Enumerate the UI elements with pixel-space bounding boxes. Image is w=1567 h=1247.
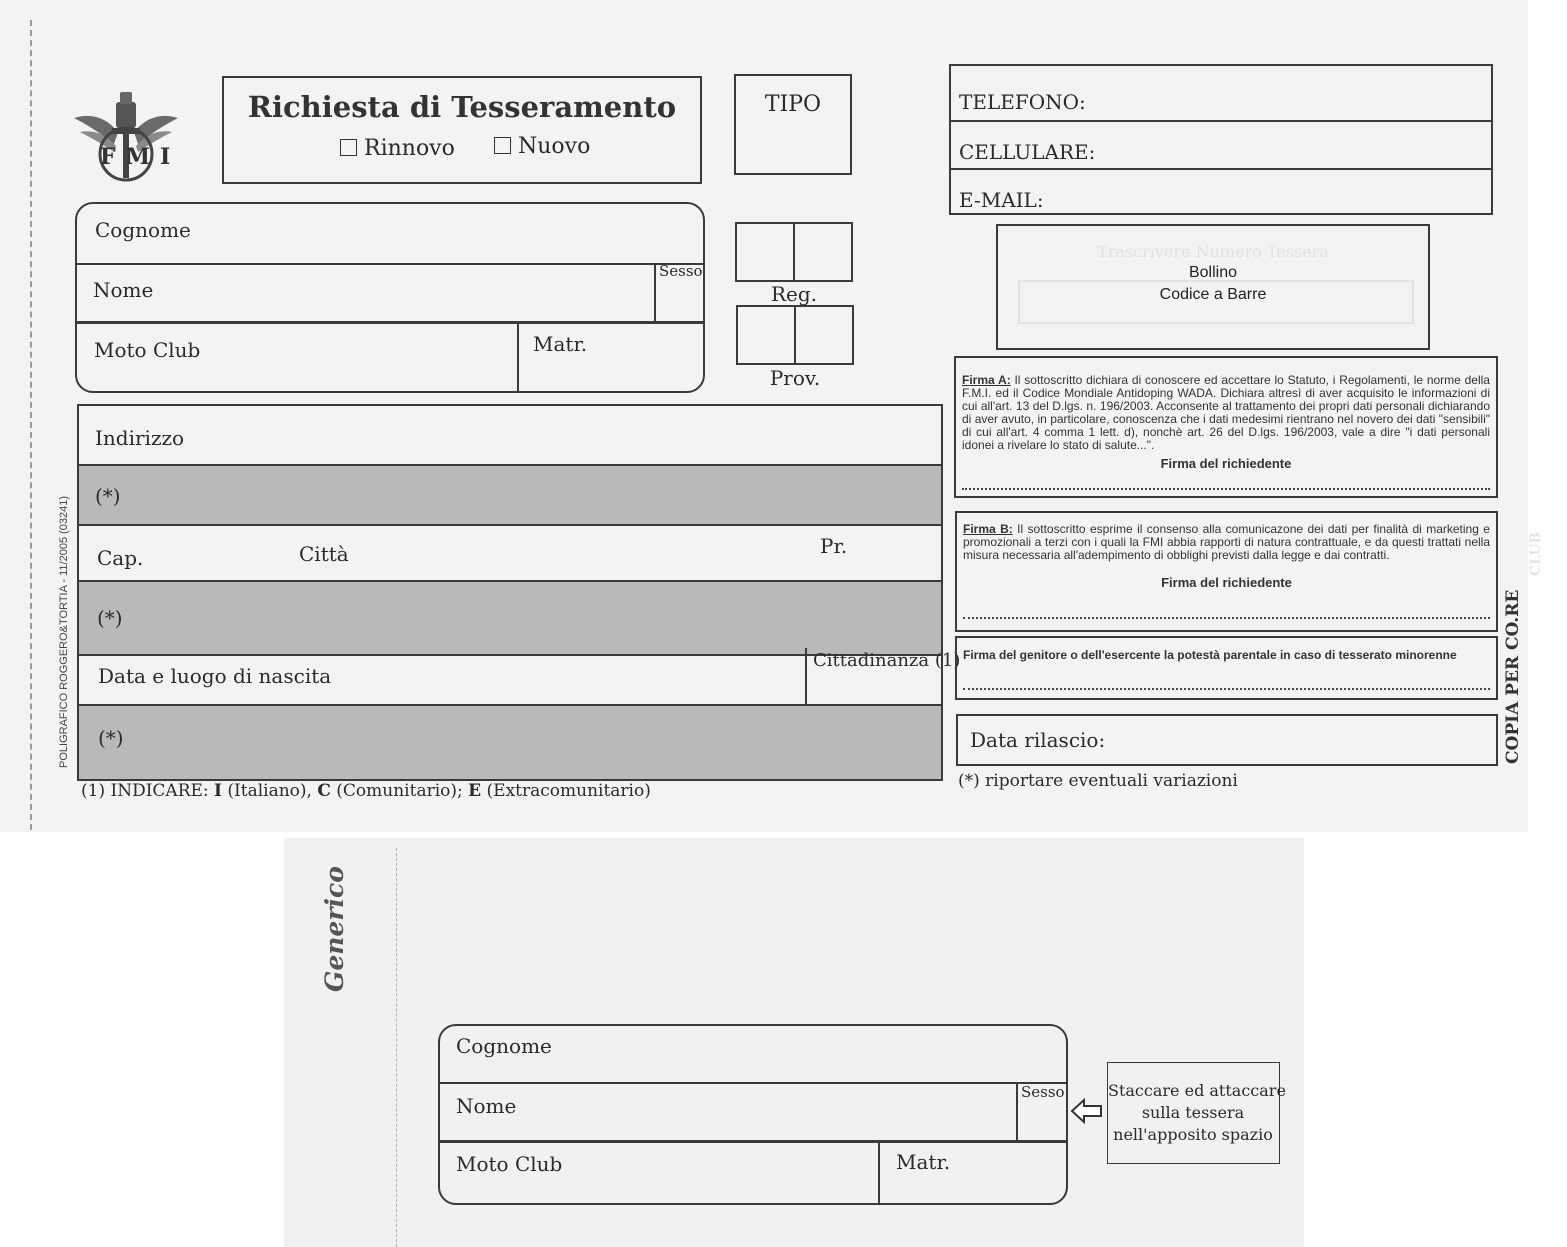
stub-instruction-line1: Staccare ed attaccare	[1108, 1081, 1286, 1100]
stub-name-label: Nome	[456, 1094, 517, 1118]
stub-instruction-box	[1107, 1062, 1286, 1164]
citizenship-label: Cittadinanza (1)	[813, 650, 961, 671]
address-label: Indirizzo	[95, 426, 185, 450]
stub-name-divider	[440, 1140, 1066, 1143]
faded-club-label: CLUB	[1528, 531, 1544, 576]
address-variation-mark: (*)	[95, 484, 121, 508]
mobile-divider	[951, 168, 1491, 170]
stub-surname-label: Cognome	[456, 1034, 552, 1058]
renew-checkbox[interactable]	[340, 139, 357, 156]
stub-moto-club-label: Moto Club	[456, 1152, 563, 1176]
footnote-e-code: E	[468, 781, 482, 801]
birth-variation-mark: (*)	[98, 726, 124, 750]
fmi-logo-icon	[70, 88, 182, 188]
stub-matr-divider	[878, 1140, 880, 1203]
stub-perforation-line	[396, 848, 397, 1247]
consent-a-box	[954, 356, 1498, 498]
surname-label: Cognome	[95, 218, 191, 242]
footnote-i-text: (Italiano),	[222, 781, 318, 801]
city-variation-row[interactable]	[79, 580, 941, 656]
sex-label: Sesso	[659, 262, 703, 280]
phone-divider	[951, 120, 1491, 122]
sex-divider	[654, 263, 656, 322]
perforation-line	[30, 20, 32, 830]
faded-card-number-text: Trascrivere Numero Tessera	[1097, 242, 1329, 261]
reg-code-box[interactable]	[735, 222, 853, 282]
birth-variation-row[interactable]	[79, 704, 941, 779]
stub-matr-label: Matr.	[896, 1150, 951, 1174]
email-label: E-MAIL:	[959, 188, 1044, 212]
form-title: Richiesta di Tesseramento	[247, 90, 677, 124]
copy-label: COPIA PER CO.RE	[1503, 589, 1523, 764]
guardian-box	[955, 636, 1498, 700]
guardian-label: Firma del genitore o dell'esercente la potestà parentale in caso di tesserato minorenne	[963, 648, 1457, 662]
tipo-label: TIPO	[764, 92, 822, 117]
stub-sex-label: Sesso	[1021, 1083, 1065, 1101]
prov-code-box[interactable]	[736, 305, 854, 365]
mobile-label: CELLULARE:	[959, 140, 1096, 164]
prov-label: Prov.	[769, 366, 821, 390]
footnote-i-code: I	[214, 781, 222, 801]
moto-club-label: Moto Club	[94, 338, 201, 362]
identity-box	[75, 202, 705, 393]
address-box	[77, 404, 961, 781]
matr-divider	[517, 321, 519, 391]
province-label: Pr.	[820, 534, 848, 558]
renew-option[interactable]	[340, 136, 455, 161]
name-divider	[77, 321, 703, 324]
consent-b-heading: Firma B:	[963, 522, 1013, 536]
variation-note: (*) riportare eventuali variazioni	[958, 771, 1238, 791]
contact-box	[949, 64, 1493, 215]
consent-b-signature-label: Firma del richiedente	[1161, 575, 1292, 590]
stub-identity-box	[438, 1024, 1068, 1205]
release-box[interactable]	[956, 714, 1498, 766]
consent-b-text	[963, 523, 1490, 562]
footnote-e-text: (Extracomunitario)	[481, 781, 651, 801]
printer-credit: POLIGRAFICO ROGGERO&TORTIA - 11/2005 (03241)	[58, 495, 70, 768]
consent-a-signature-label: Firma del richiedente	[1160, 456, 1292, 471]
title-box	[222, 76, 702, 184]
guardian-signature-line[interactable]	[963, 688, 1490, 690]
consent-a-heading: Firma A:	[962, 373, 1011, 387]
consent-b-signature-line[interactable]	[963, 617, 1490, 619]
surname-divider	[77, 263, 703, 265]
stub-instruction-line3: nell'apposito spazio	[1113, 1125, 1273, 1144]
footnote-c-text: (Comunitario);	[330, 781, 469, 801]
consent-a-signature-line[interactable]	[962, 488, 1490, 490]
city-label: Città	[299, 542, 349, 566]
stub-sex-divider	[1016, 1082, 1018, 1140]
stub-surname-divider	[440, 1082, 1066, 1084]
stub-instruction-line2: sulla tessera	[1141, 1103, 1245, 1122]
cap-label: Cap.	[97, 546, 144, 570]
stub-category: Generico	[320, 866, 349, 992]
phone-label: TELEFONO:	[959, 90, 1086, 114]
logo-text: FMI	[100, 144, 181, 170]
matr-label: Matr.	[533, 332, 588, 356]
consent-a-body: Il sottoscritto dichiara di conoscere ed accettare lo Statuto, i Regolamenti, le norme della F.M.I. ed il Codice Mondiale Antidoping WADA. Dichiara altresì di aver acquisito le informazioni di cui all'art. 13 del D.lgs. n. 196/2003. Acconsente al trattamento dei propri dati personali dichiarando di aver avuto, in particolare, conoscenza che i dati medesimi rientrano nel novero dei dati "sensibili" di cui all'art. 4 comma 1 lett. d), nonchè art. 26 del D.lgs. 196/2003, vale a dire "i dati personali idonei a rivelare lo stato di salute...".	[962, 373, 1490, 452]
city-variation-mark: (*)	[97, 606, 123, 630]
barcode-line2: Codice a Barre	[1159, 286, 1267, 303]
arrow-left-icon	[1070, 1097, 1104, 1125]
new-option[interactable]	[494, 134, 590, 159]
barcode-line1: Bollino	[1188, 264, 1238, 281]
release-label: Data rilascio:	[970, 728, 1106, 752]
consent-b-box	[955, 511, 1498, 632]
new-checkbox[interactable]	[494, 137, 511, 154]
consent-a-text	[962, 374, 1490, 452]
fmi-logo	[70, 88, 182, 188]
footnote-c-code: C	[317, 781, 331, 801]
reg-label: Reg.	[770, 282, 818, 306]
new-label: Nuovo	[518, 134, 591, 159]
name-label: Nome	[93, 278, 154, 302]
footnote-prefix: (1) INDICARE:	[81, 781, 215, 801]
birth-label: Data e luogo di nascita	[98, 664, 332, 688]
renew-label: Rinnovo	[364, 136, 455, 161]
citizenship-divider	[805, 648, 807, 706]
reg-divider	[793, 224, 795, 280]
consent-b-body: Il sottoscritto esprime il consenso alla comunicazone dei dati per finalità di marketing e promozionali a terzi con i quali la FMI abbia rapporti di natura contrattuale, e da questi trattati nella misura necessaria all'adempimento di obblighi previsti dalla legge e dai contratti.	[963, 522, 1490, 562]
barcode-box	[996, 224, 1430, 350]
citizenship-footnote	[81, 781, 651, 801]
tipo-box[interactable]	[734, 74, 852, 175]
address-variation-row[interactable]	[79, 464, 941, 526]
prov-divider	[794, 307, 796, 363]
